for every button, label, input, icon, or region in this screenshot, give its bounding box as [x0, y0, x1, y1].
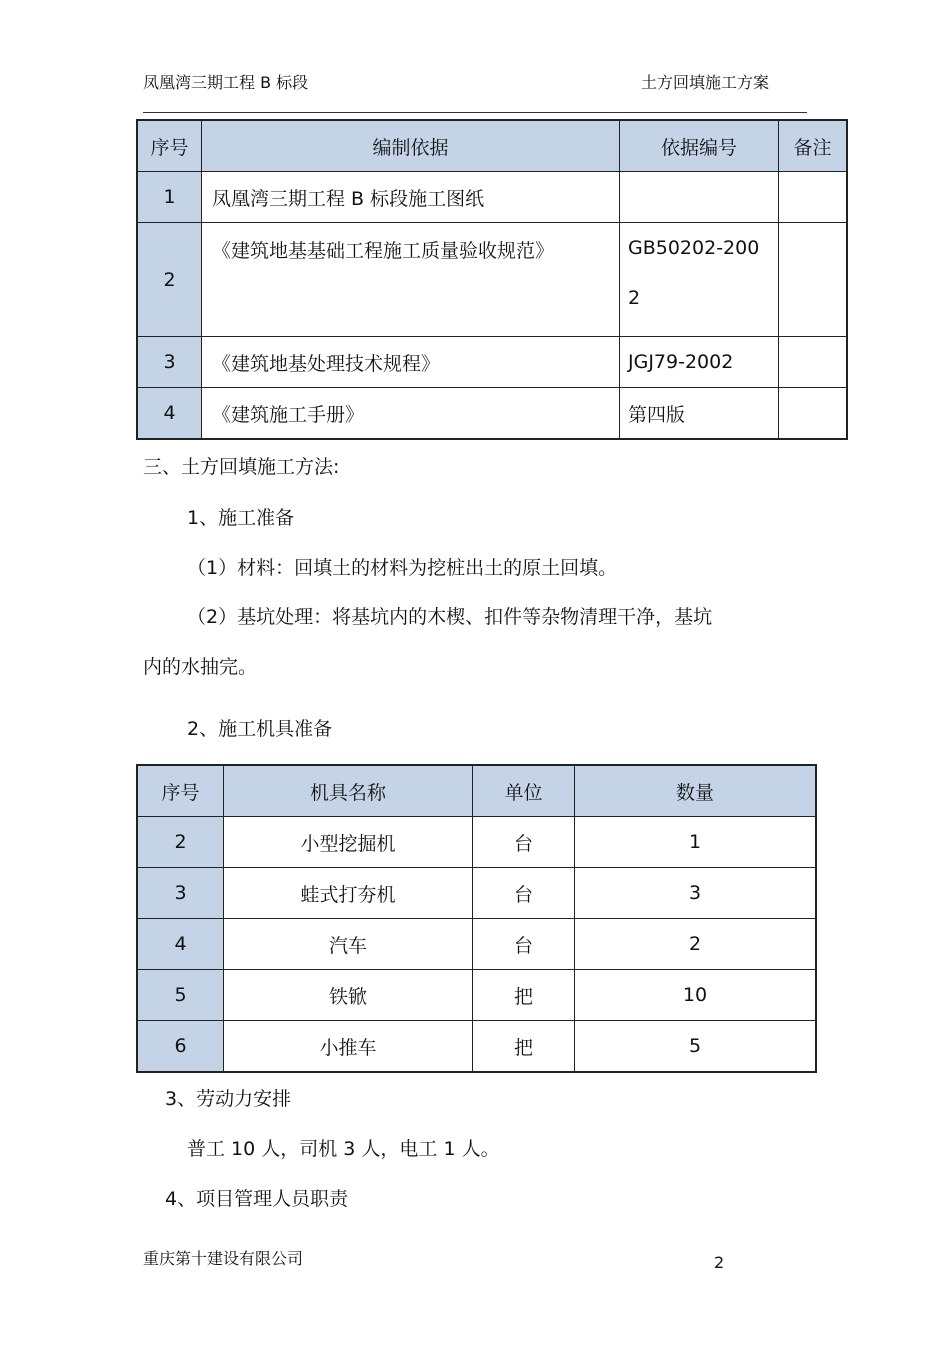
paragraph: （2）基坑处理：将基坑内的木楔、扣件等杂物清理干净，基坑	[187, 606, 713, 628]
machine-unit: 台	[473, 817, 575, 868]
basis-name: 《建筑地基处理技术规程》	[202, 337, 620, 388]
basis-code-line: 2	[628, 287, 641, 309]
table-header-row	[137, 120, 847, 172]
row-index: 6	[137, 1021, 224, 1073]
table-row	[137, 337, 847, 388]
table-row	[137, 868, 816, 919]
machine-name: 铁锨	[224, 970, 473, 1021]
table-row	[137, 970, 816, 1021]
row-index: 4	[137, 388, 202, 440]
header-doc-title: 土方回填施工方案	[641, 73, 770, 92]
header-cell: 依据编号	[620, 120, 779, 172]
machine-qty: 10	[575, 970, 817, 1021]
machine-qty: 3	[575, 868, 817, 919]
table-row	[137, 388, 847, 440]
machine-name: 小型挖掘机	[224, 817, 473, 868]
machine-name: 汽车	[224, 919, 473, 970]
table-row	[137, 172, 847, 223]
machine-table	[136, 764, 817, 1073]
basis-name: 《建筑地基基础工程施工质量验收规范》	[202, 223, 620, 337]
machine-unit: 把	[473, 970, 575, 1021]
basis-table	[136, 119, 848, 440]
subsection-heading: 1、施工准备	[187, 507, 295, 529]
row-index: 5	[137, 970, 224, 1021]
basis-note	[779, 388, 848, 440]
machine-unit: 把	[473, 1021, 575, 1073]
row-index: 4	[137, 919, 224, 970]
table-row	[137, 223, 847, 337]
header-cell: 编制依据	[202, 120, 620, 172]
subsection-heading: 2、施工机具准备	[187, 718, 333, 740]
machine-unit: 台	[473, 919, 575, 970]
machine-unit: 台	[473, 868, 575, 919]
subsection-heading: 3、劳动力安排	[165, 1088, 292, 1110]
table-header-row	[137, 765, 816, 817]
subsection-heading: 4、项目管理人员职责	[165, 1188, 349, 1210]
machine-name: 小推车	[224, 1021, 473, 1073]
header-cell: 备注	[779, 120, 848, 172]
basis-name: 凤凰湾三期工程 B 标段施工图纸	[202, 172, 620, 223]
basis-code: 第四版	[620, 388, 779, 440]
header-cell: 序号	[137, 120, 202, 172]
basis-note	[779, 337, 848, 388]
row-index: 1	[137, 172, 202, 223]
machine-qty: 2	[575, 919, 817, 970]
header-cell: 序号	[137, 765, 224, 817]
paragraph: 内的水抽完。	[143, 656, 258, 678]
header-divider	[143, 112, 807, 113]
footer-company: 重庆第十建设有限公司	[143, 1249, 304, 1268]
row-index: 2	[137, 223, 202, 337]
basis-code-line: GB50202-200	[628, 237, 760, 259]
basis-name: 《建筑施工手册》	[202, 388, 620, 440]
machine-name: 蛙式打夯机	[224, 868, 473, 919]
basis-note	[779, 223, 848, 337]
header-cell: 机具名称	[224, 765, 473, 817]
row-index: 2	[137, 817, 224, 868]
machine-qty: 5	[575, 1021, 817, 1073]
row-index: 3	[137, 868, 224, 919]
basis-code: JGJ79-2002	[620, 337, 779, 388]
basis-code	[620, 223, 779, 337]
header-cell: 单位	[473, 765, 575, 817]
header-project: 凤凰湾三期工程 B 标段	[143, 73, 309, 92]
table-row	[137, 817, 816, 868]
table-row	[137, 919, 816, 970]
machine-qty: 1	[575, 817, 817, 868]
row-index: 3	[137, 337, 202, 388]
header-cell: 数量	[575, 765, 817, 817]
paragraph: （1）材料：回填土的材料为挖桩出土的原土回填。	[187, 557, 618, 579]
page-number: 2	[714, 1253, 725, 1272]
basis-code	[620, 172, 779, 223]
section-heading: 三、土方回填施工方法:	[143, 456, 340, 478]
basis-note	[779, 172, 848, 223]
table-row	[137, 1021, 816, 1073]
paragraph: 普工 10 人，司机 3 人，电工 1 人。	[187, 1138, 500, 1160]
